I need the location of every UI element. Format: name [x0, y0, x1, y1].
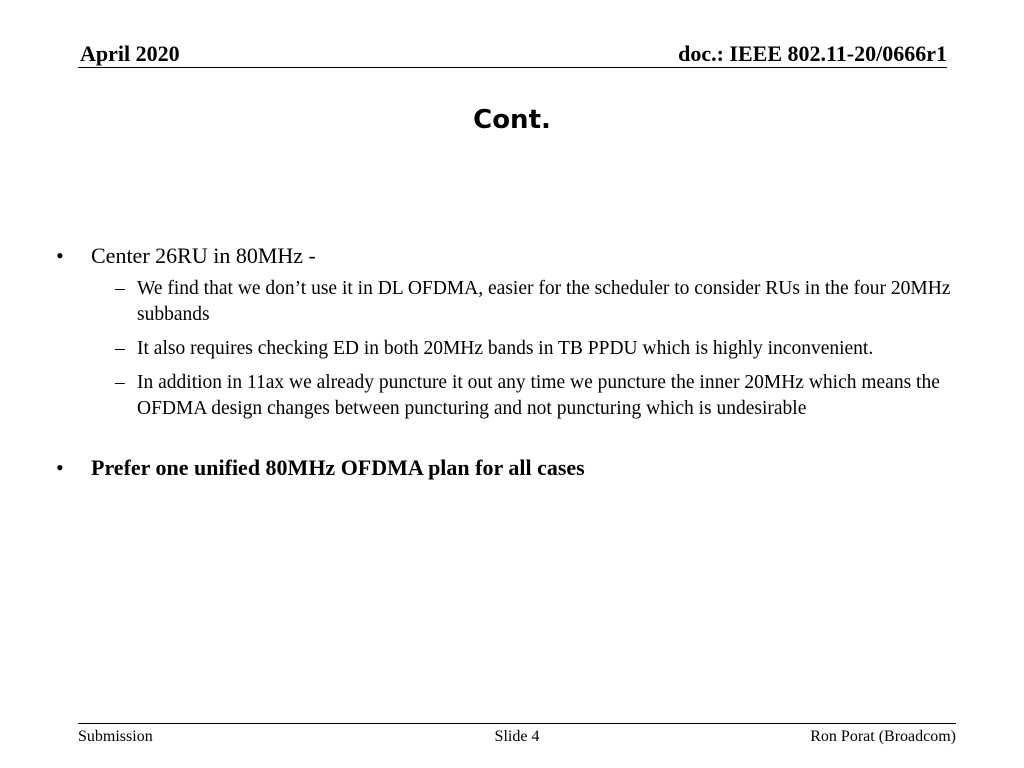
sub-bullet-list — [48, 276, 988, 422]
sub-bullet-text: In addition in 11ax we already puncture it out any time we puncture the inner 20MHz which means the OFDMA design changes between puncturing and not puncturing which is undesirable — [137, 372, 940, 419]
header-divider — [78, 67, 947, 68]
footer-divider — [78, 723, 956, 724]
slide-title: Cont. — [473, 105, 551, 135]
sub-bullet-item — [48, 336, 988, 362]
sub-bullet-text: We find that we don’t use it in DL OFDMA, easier for the scheduler to consider RUs in the four 20MHz subbands — [137, 278, 951, 325]
bullet-item-emphasized — [48, 454, 988, 482]
slide-body — [48, 242, 988, 482]
footer-submission: Submission — [78, 728, 153, 745]
header-doc-number: doc.: IEEE 802.11-20/0666r1 — [678, 41, 947, 66]
bullet-spacer — [48, 430, 988, 454]
sub-bullet-marker: – — [115, 278, 125, 299]
bullet-text: Center 26RU in 80MHz - — [91, 243, 316, 268]
footer-slide-number: Slide 4 — [494, 728, 540, 745]
sub-bullet-marker: – — [115, 372, 125, 393]
bullet-marker: • — [56, 455, 64, 480]
bullet-marker: • — [56, 243, 64, 268]
sub-bullet-item — [48, 276, 988, 328]
footer-author: Ron Porat (Broadcom) — [810, 728, 956, 745]
bullet-item — [48, 242, 988, 270]
sub-bullet-item — [48, 370, 988, 422]
header-date: April 2020 — [80, 41, 180, 66]
bullet-text: Prefer one unified 80MHz OFDMA plan for all cases — [91, 455, 585, 480]
sub-bullet-marker: – — [115, 338, 125, 359]
sub-bullet-text: It also requires checking ED in both 20MHz bands in TB PPDU which is highly inconvenient. — [137, 338, 874, 359]
